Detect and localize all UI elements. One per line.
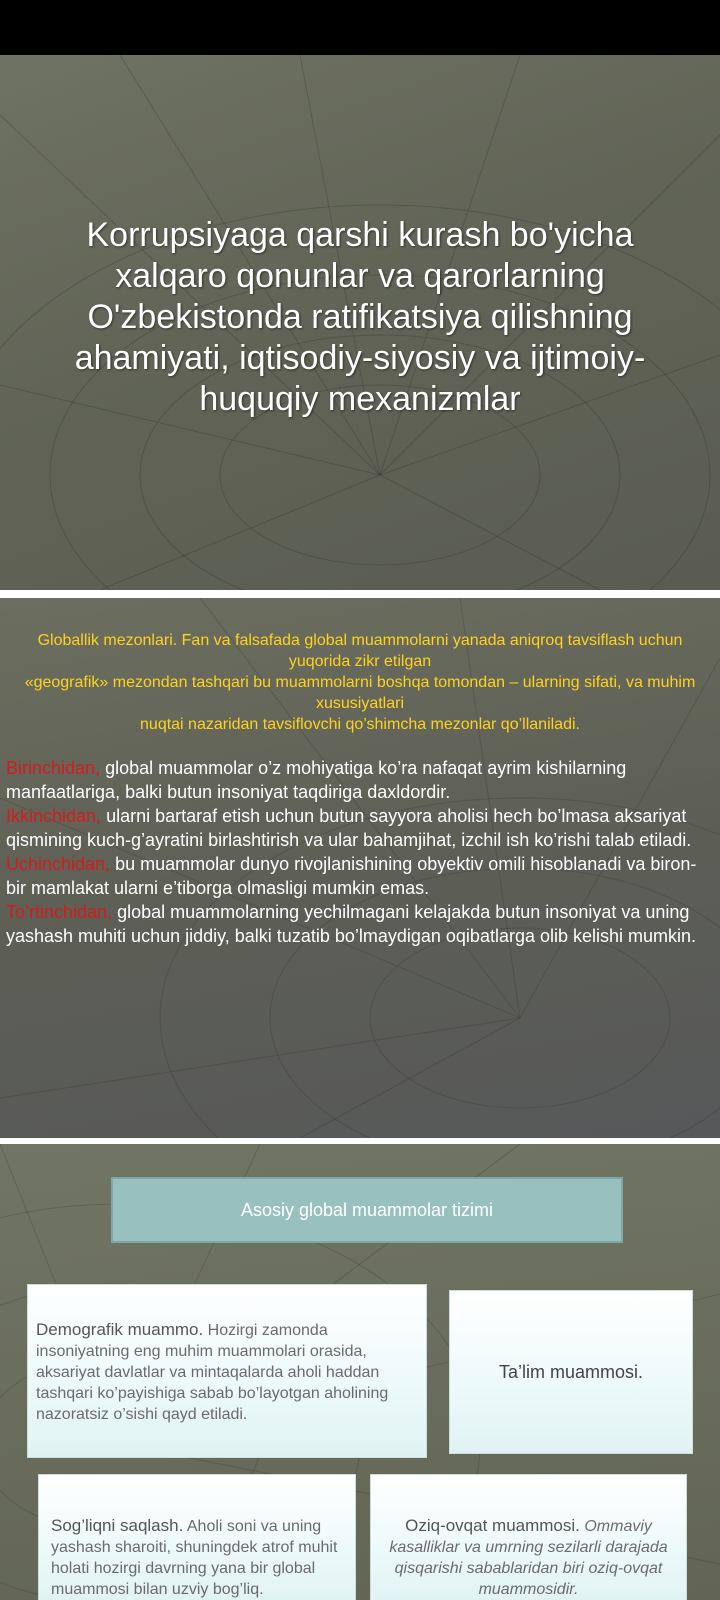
card-text: Hozirgi zamonda insoniyatning eng muhim muammolari orasida, aksariyat davlatlar va mintaqalarda aholi haddan tashqari ko’payishiga sabab bo’layotgan aholining nazoratsiz o’sishi qayd etiladi. bbox=[36, 1322, 389, 1423]
demographic-problem-card bbox=[27, 1284, 427, 1458]
card-title: Ta’lim muammosi. bbox=[498, 1361, 644, 1382]
globallik-intro bbox=[6, 630, 714, 735]
card-title: Oziq-ovqat muammosi. bbox=[405, 1516, 580, 1535]
criterion-lead: To’rtinchidan, bbox=[6, 902, 113, 922]
global-problems-slide bbox=[0, 1144, 720, 1600]
criterion-item bbox=[6, 756, 706, 804]
criterion-lead: Birinchidan, bbox=[6, 758, 101, 778]
criterion-text: ularni bartaraf etish uchun butun sayyora aholisi hech bo’lmasa aksariyat qismining kuch-g’ayratini birlashtirish va ular bahamjihat, izchil ish ko’rishi talab etiladi. bbox=[6, 806, 692, 850]
card-text: Ommaviy kasalliklar va umrning sezilarli darajada qisqarishi sabablaridan biri oziq-ovqat muammosidir. bbox=[389, 1518, 668, 1598]
criteria-list bbox=[6, 756, 706, 948]
criterion-text: global muammolar o’z mohiyatiga ko’ra nafaqat ayrim kishilarning manfaatlariga, balki butun insoniyat taqdiriga daxldordir. bbox=[6, 758, 627, 802]
intro-line: nuqtai nazaridan tavsiflovchi qo’shimcha mezonlar qo’llaniladi. bbox=[140, 716, 580, 733]
top-black-bar bbox=[0, 0, 720, 55]
criterion-item bbox=[6, 804, 706, 852]
criterion-item bbox=[6, 852, 706, 900]
healthcare-card bbox=[38, 1474, 356, 1600]
criterion-lead: Uchinchidan, bbox=[6, 854, 111, 874]
intro-line: Globallik mezonlari. Fan va falsafada global muammolarni yanada aniqroq tavsiflash uchun yuqorida zikr etilgan bbox=[37, 632, 683, 670]
globallik-slide bbox=[0, 598, 720, 1138]
card-title: Sog’liqni saqlash. bbox=[51, 1516, 184, 1535]
food-problem-card bbox=[370, 1474, 687, 1600]
criterion-text: bu muammolar dunyo rivojlanishining obyektiv omili hisoblanadi va biron-bir mamlakat ularni e’tiborga olmasligi mumkin emas. bbox=[6, 854, 697, 898]
criterion-lead: Ikkinchidan, bbox=[6, 806, 102, 826]
education-problem-card bbox=[449, 1290, 693, 1454]
card-title: Demografik muammo. bbox=[36, 1320, 204, 1339]
criterion-item bbox=[6, 900, 706, 948]
title-slide bbox=[0, 55, 720, 590]
intro-line: «geografik» mezondan tashqari bu muammolarni boshqa tomondan – ularning sifati, va muhim xususiyatlari bbox=[24, 674, 696, 712]
presentation-title: Korrupsiyaga qarshi kurash bo'yicha xalqaro qonunlar va qarorlarning O'zbekistonda ratifikatsiya qilishning ahamiyati, iqtisodiy-siyosiy va ijtimoiy-huquqiy mexanizmlar bbox=[74, 216, 646, 418]
system-header: Asosiy global muammolar tizimi bbox=[111, 1177, 623, 1243]
criterion-text: global muammolarning yechilmagani kelajakda butun insoniyat va uning yashash muhiti uchun jiddiy, balki tuzatib bo’lmaydigan oqibatlarga olib kelishi mumkin. bbox=[6, 902, 697, 946]
card-text: Aholi soni va uning yashash sharoiti, shuningdek atrof muhit holati hozirgi davrning yana bir global muammosi bilan uzviy bog’liq. bbox=[51, 1518, 338, 1598]
